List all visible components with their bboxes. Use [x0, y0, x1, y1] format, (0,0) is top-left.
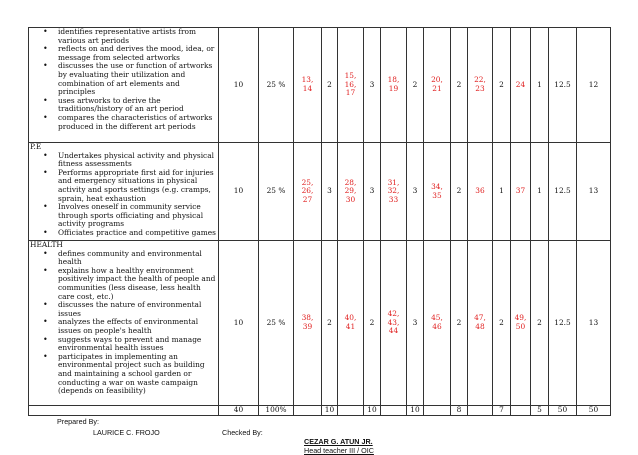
item-count-cell: 2 — [451, 28, 468, 143]
list-item: • compares the characteristics of artworks produced in the different art periods — [58, 114, 216, 131]
item-numbers-cell: 20, 21 — [424, 28, 451, 143]
item-count-cell: 3 — [364, 28, 381, 143]
item-count-cell: 1 — [531, 143, 549, 241]
table-row — [29, 28, 611, 143]
item-count-cell: 2 — [493, 241, 511, 406]
item-numbers-cell: 25, 26, 27 — [294, 143, 322, 241]
grand-total-cell: 50 — [577, 406, 611, 416]
percent-cell: 25 % — [259, 28, 294, 143]
item-count-cell: 1 — [493, 143, 511, 241]
list-item: • analyzes the effects of environmental issues on people's health — [58, 318, 216, 335]
checker-name: CEZAR G. ATUN JR. — [304, 437, 373, 446]
weight-cell: 12.5 — [549, 143, 577, 241]
item-count-cell: 2 — [364, 241, 381, 406]
item-numbers-cell: 45, 46 — [424, 241, 451, 406]
item-numbers-cell: 15, 16, 17 — [338, 28, 364, 143]
competency-cell — [29, 143, 219, 241]
competency-list — [30, 250, 216, 396]
item-count-cell: 2 — [322, 28, 338, 143]
table-row — [29, 241, 611, 406]
item-numbers-cell: 38, 39 — [294, 241, 322, 406]
total-count-cell: 10 — [364, 406, 381, 416]
checked-by-label: Checked By: — [222, 428, 263, 437]
list-item: • discusses the nature of environmental issues — [58, 301, 216, 318]
empty-cell — [511, 406, 531, 416]
item-numbers-cell: 49, 50 — [511, 241, 531, 406]
empty-cell — [381, 406, 407, 416]
competency-list — [30, 152, 216, 238]
list-item: • Performs appropriate first aid for injuries and emergency situations in physical activity and sports settings (e.g. cramps, sprain, heat exhaustion — [58, 169, 216, 203]
table-of-specifications — [28, 27, 611, 416]
totals-row — [29, 406, 611, 416]
list-item: • reflects on and derives the mood, idea, or message from selected artworks — [58, 45, 216, 62]
section-heading: HEALTH — [30, 240, 63, 249]
list-item: • defines community and environmental health — [58, 250, 216, 267]
item-count-cell: 3 — [407, 241, 424, 406]
total-items-cell: 12 — [577, 28, 611, 143]
total-days-cell: 40 — [219, 406, 259, 416]
item-numbers-cell: 18, 19 — [381, 28, 407, 143]
item-numbers-cell: 47, 48 — [468, 241, 493, 406]
days-cell: 10 — [219, 241, 259, 406]
weight-cell: 12.5 — [549, 241, 577, 406]
item-count-cell: 2 — [322, 241, 338, 406]
total-count-cell: 10 — [407, 406, 424, 416]
item-count-cell: 2 — [451, 143, 468, 241]
days-cell: 10 — [219, 143, 259, 241]
list-item: • discusses the use or function of artworks by evaluating their utilization and combination of art elements and principles — [58, 62, 216, 96]
item-numbers-cell: 13, 14 — [294, 28, 322, 143]
item-numbers-cell: 34, 35 — [424, 143, 451, 241]
list-item: • identifies representative artists from various art periods — [58, 28, 216, 45]
item-numbers-cell: 24 — [511, 28, 531, 143]
item-numbers-cell: 31, 32, 33 — [381, 143, 407, 241]
list-item: • Undertakes physical activity and physical fitness assessments — [58, 152, 216, 169]
item-count-cell: 3 — [407, 143, 424, 241]
preparer-name: LAURICE C. FROJO — [93, 428, 160, 437]
item-count-cell: 2 — [407, 28, 424, 143]
days-cell: 10 — [219, 28, 259, 143]
item-numbers-cell: 42, 43, 44 — [381, 241, 407, 406]
item-numbers-cell: 40, 41 — [338, 241, 364, 406]
totals-label-cell — [29, 406, 219, 416]
list-item: • uses artworks to derive the traditions/history of an art period — [58, 97, 216, 114]
list-item: • Officiates practice and competitive games — [58, 229, 216, 238]
item-count-cell: 3 — [322, 143, 338, 241]
total-count-cell: 5 — [531, 406, 549, 416]
section-heading: P.E — [30, 142, 42, 151]
percent-cell: 25 % — [259, 143, 294, 241]
competency-cell — [29, 241, 219, 406]
item-count-cell: 2 — [493, 28, 511, 143]
list-item: • Involves oneself in community service through sports officiating and physical activity programs — [58, 203, 216, 229]
empty-cell — [468, 406, 493, 416]
weight-cell: 12.5 — [549, 28, 577, 143]
total-items-cell: 13 — [577, 143, 611, 241]
total-count-cell: 10 — [322, 406, 338, 416]
empty-cell — [338, 406, 364, 416]
total-percent-cell: 100% — [259, 406, 294, 416]
percent-cell: 25 % — [259, 241, 294, 406]
prepared-by-label: Prepared By: — [57, 417, 99, 426]
item-count-cell: 2 — [531, 241, 549, 406]
item-count-cell: 1 — [531, 28, 549, 143]
total-items-cell: 13 — [577, 241, 611, 406]
table-row — [29, 143, 611, 241]
list-item: • explains how a healthy environment positively impact the health of people and communities (less disease, less health care cost, etc.) — [58, 267, 216, 301]
empty-cell — [294, 406, 322, 416]
item-numbers-cell: 36 — [468, 143, 493, 241]
total-count-cell: 8 — [451, 406, 468, 416]
competency-cell — [29, 28, 219, 143]
item-numbers-cell: 37 — [511, 143, 531, 241]
list-item: • suggests ways to prevent and manage environmental health issues — [58, 336, 216, 353]
total-count-cell: 7 — [493, 406, 511, 416]
list-item: • participates in implementing an environmental project such as building and maintaining a school garden or conducting a war on waste campaign (depends on feasibility) — [58, 353, 216, 396]
item-count-cell: 3 — [364, 143, 381, 241]
competency-list — [30, 28, 216, 131]
item-numbers-cell: 22, 23 — [468, 28, 493, 143]
item-numbers-cell: 28, 29, 30 — [338, 143, 364, 241]
total-weight-cell: 50 — [549, 406, 577, 416]
empty-cell — [424, 406, 451, 416]
checker-position: Head teacher III / OIC — [304, 446, 374, 455]
item-count-cell: 2 — [451, 241, 468, 406]
